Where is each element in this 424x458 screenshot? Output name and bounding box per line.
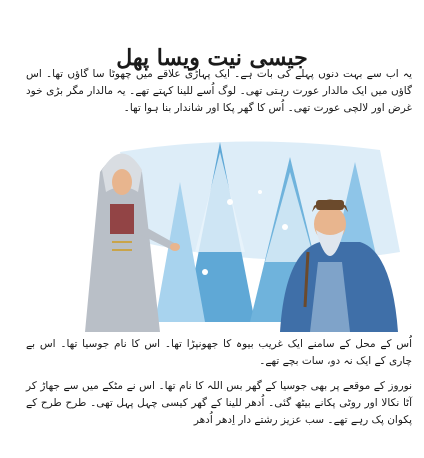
paragraph-1: یہ اب سے بہت دنوں پہلے کی بات ہے۔ ایک پہاڑی علاقے میں چھوٹا سا گاؤں تھا۔ اس گاؤں میں ایک مالدار عورت رہتی تھی۔ لوگ اُسے للینا کہتے تھے۔ یہ مالدار مگر بڑی خود غرض اور لالچی عورت تھی۔ اُس کا گھر پکا اور شاندار بنا ہوا تھا۔ (26, 68, 412, 114)
story-title: جیسی نیت ویسا پھل (116, 44, 308, 71)
paragraph-3: نوروز کے موقعے پر بھی جوسیا کے گھر بس اللہ کا نام تھا۔ اس نے مٹکے میں سے جھاڑ کر آٹا نکالا اور روٹی پکانے بیٹھ گئی۔ اُدھر للینا کے گھر کیسی چہل پہل تھی۔ طرح طرح کے پکوان پک رہے تھے۔ سب عزیز رشتے دار اِدھر اُدھر (26, 380, 412, 426)
paragraph-2: اُس کے محل کے سامنے ایک غریب بیوہ کا جھونپڑا تھا۔ اس کا نام جوسیا تھا۔ اس بے چاری کے ایک نہ دو، سات بچے تھے۔ (26, 338, 412, 367)
story-illustration (80, 132, 406, 332)
